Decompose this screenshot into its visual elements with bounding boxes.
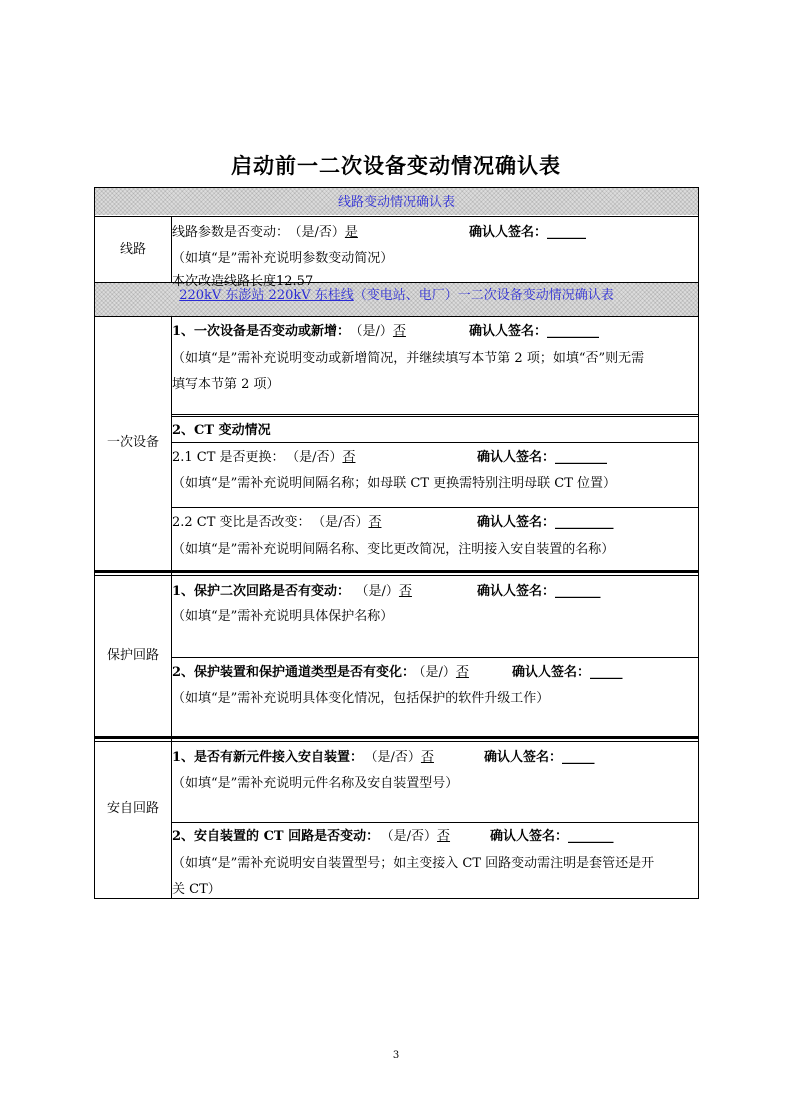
answer-field[interactable]: 否 [368, 515, 382, 530]
confirm-label: 确认人签名： [490, 829, 569, 844]
note-text: （如填“是”需补充说明间隔名称；如母联 CT 更换需特别注明母联 CT 位置） [172, 476, 617, 491]
note-text: （如填“是”需补充说明具体变化情况，包括保护的软件升级工作） [172, 691, 550, 706]
primary-q21 [172, 446, 355, 465]
question-label: 1、保护二次回路是否有变动： [172, 584, 351, 599]
row-divider [171, 507, 699, 508]
thick-divider [94, 570, 699, 573]
primary-q22 [172, 511, 381, 530]
confirm-signature [490, 825, 614, 844]
table-bottom-border [94, 898, 699, 899]
confirm-signature [477, 511, 614, 530]
answer-field[interactable]: 否 [420, 750, 434, 765]
category-safety: 安自回路 [106, 801, 159, 816]
note-text: （如填“是”需补充说明安自装置型号；如主变接入 CT 回路变动需注明是套管还是开 [172, 856, 655, 871]
confirm-label: 确认人签名： [477, 584, 556, 599]
page-title: 启动前一二次设备变动情况确认表 [231, 153, 561, 178]
row-divider [171, 657, 699, 658]
confirm-label: 确认人签名： [477, 515, 556, 530]
row-divider [94, 216, 699, 217]
table-left-border [94, 187, 95, 899]
confirm-signature [469, 320, 599, 339]
question-options: （是/否） [318, 515, 369, 530]
signature-field[interactable]: _________ [555, 515, 614, 530]
question-options: （是/否） [295, 225, 345, 240]
signature-field[interactable]: ______ [547, 225, 587, 240]
question-label: 2、保护装置和保护通道类型是否有变化： [172, 665, 416, 680]
confirm-signature [469, 221, 586, 240]
confirm-label: 确认人签名： [484, 750, 563, 765]
page-number: 3 [392, 1050, 400, 1061]
note-text: 填写本节第 2 项） [172, 377, 280, 392]
safety-q2 [172, 825, 450, 844]
confirm-label: 确认人签名： [469, 324, 548, 339]
question-options: （是/） [356, 324, 393, 339]
confirm-signature [477, 580, 601, 599]
station-header-suffix: （变电站、电厂）一二次设备变动情况确认表 [353, 288, 614, 303]
note-text: （如填“是”需补充说明变动或新增简况，并继续填写本节第 2 项；如填“否”则无需 [172, 351, 645, 366]
confirm-signature [484, 746, 595, 765]
row-divider [171, 416, 699, 417]
confirm-signature [477, 446, 607, 465]
clipped-row [172, 270, 692, 289]
row-divider [94, 187, 699, 188]
row-divider [94, 316, 699, 317]
table-right-border [698, 187, 699, 899]
protection-q1 [172, 580, 412, 599]
answer-field[interactable]: 否 [437, 829, 451, 844]
signature-field[interactable]: ________ [555, 450, 608, 465]
signature-field[interactable]: ________ [547, 324, 600, 339]
station-name: 220kV 东澎站 220kV 东桂线 [179, 288, 354, 303]
primary-q1 [172, 320, 406, 339]
row-divider [171, 442, 699, 443]
question-label: 2、安自装置的 CT 回路是否变动： [172, 829, 380, 844]
confirm-label: 确认人签名： [512, 665, 591, 680]
safety-q1 [172, 746, 434, 765]
cut-text: 本次改造线路长度12.57 [172, 274, 314, 289]
thick-divider [94, 736, 699, 739]
row-divider [94, 741, 699, 742]
question-label: 2.1 CT 是否更换： [172, 450, 285, 465]
answer-field[interactable]: 否 [455, 665, 469, 680]
category-primary: 一次设备 [106, 435, 159, 450]
question-label: 线路参数是否变动： [172, 225, 290, 240]
category-line: 线路 [119, 242, 146, 257]
answer-field[interactable]: 否 [392, 324, 406, 339]
note-text: （如填“是”需补充说明具体保护名称） [172, 609, 394, 624]
note-text: （如填“是”需补充说明元件名称及安自装置型号） [172, 776, 459, 791]
question-options: （是/否） [292, 450, 343, 465]
confirm-label: 确认人签名： [477, 450, 556, 465]
question-options: （是/） [419, 665, 456, 680]
question-label: 2.2 CT 变比是否改变： [172, 515, 311, 530]
question-label: 1、一次设备是否变动或新增： [172, 324, 351, 339]
note-text: 关 CT） [172, 882, 221, 897]
signature-field[interactable]: _______ [555, 584, 601, 599]
signature-field[interactable]: _____ [590, 665, 623, 680]
question-options: （是/否） [387, 829, 438, 844]
protection-q2 [172, 661, 469, 680]
row-divider [171, 822, 699, 823]
note-text: （如填“是”需补充说明参数变动简况） [172, 251, 394, 266]
answer-field[interactable]: 是 [344, 225, 358, 240]
answer-field[interactable]: 否 [342, 450, 356, 465]
line-section-header: 线路变动情况确认表 [337, 195, 455, 210]
confirm-signature [512, 661, 623, 680]
category-protection: 保护回路 [106, 648, 159, 663]
row-divider [171, 414, 699, 415]
signature-field[interactable]: _______ [568, 829, 614, 844]
question-options: （是/） [362, 584, 399, 599]
question-label: 1、是否有新元件接入安自装置： [172, 750, 364, 765]
ct-title: 2、CT 变动情况 [172, 423, 271, 438]
confirm-label: 确认人签名： [469, 225, 548, 240]
note-text: （如填“是”需补充说明间隔名称、变比更改简况，注明接入安自装置的名称） [172, 542, 615, 557]
question-options: （是/否） [371, 750, 421, 765]
row-divider [94, 575, 699, 576]
line-param-question [172, 221, 358, 240]
answer-field[interactable]: 否 [398, 584, 412, 599]
signature-field[interactable]: _____ [562, 750, 595, 765]
